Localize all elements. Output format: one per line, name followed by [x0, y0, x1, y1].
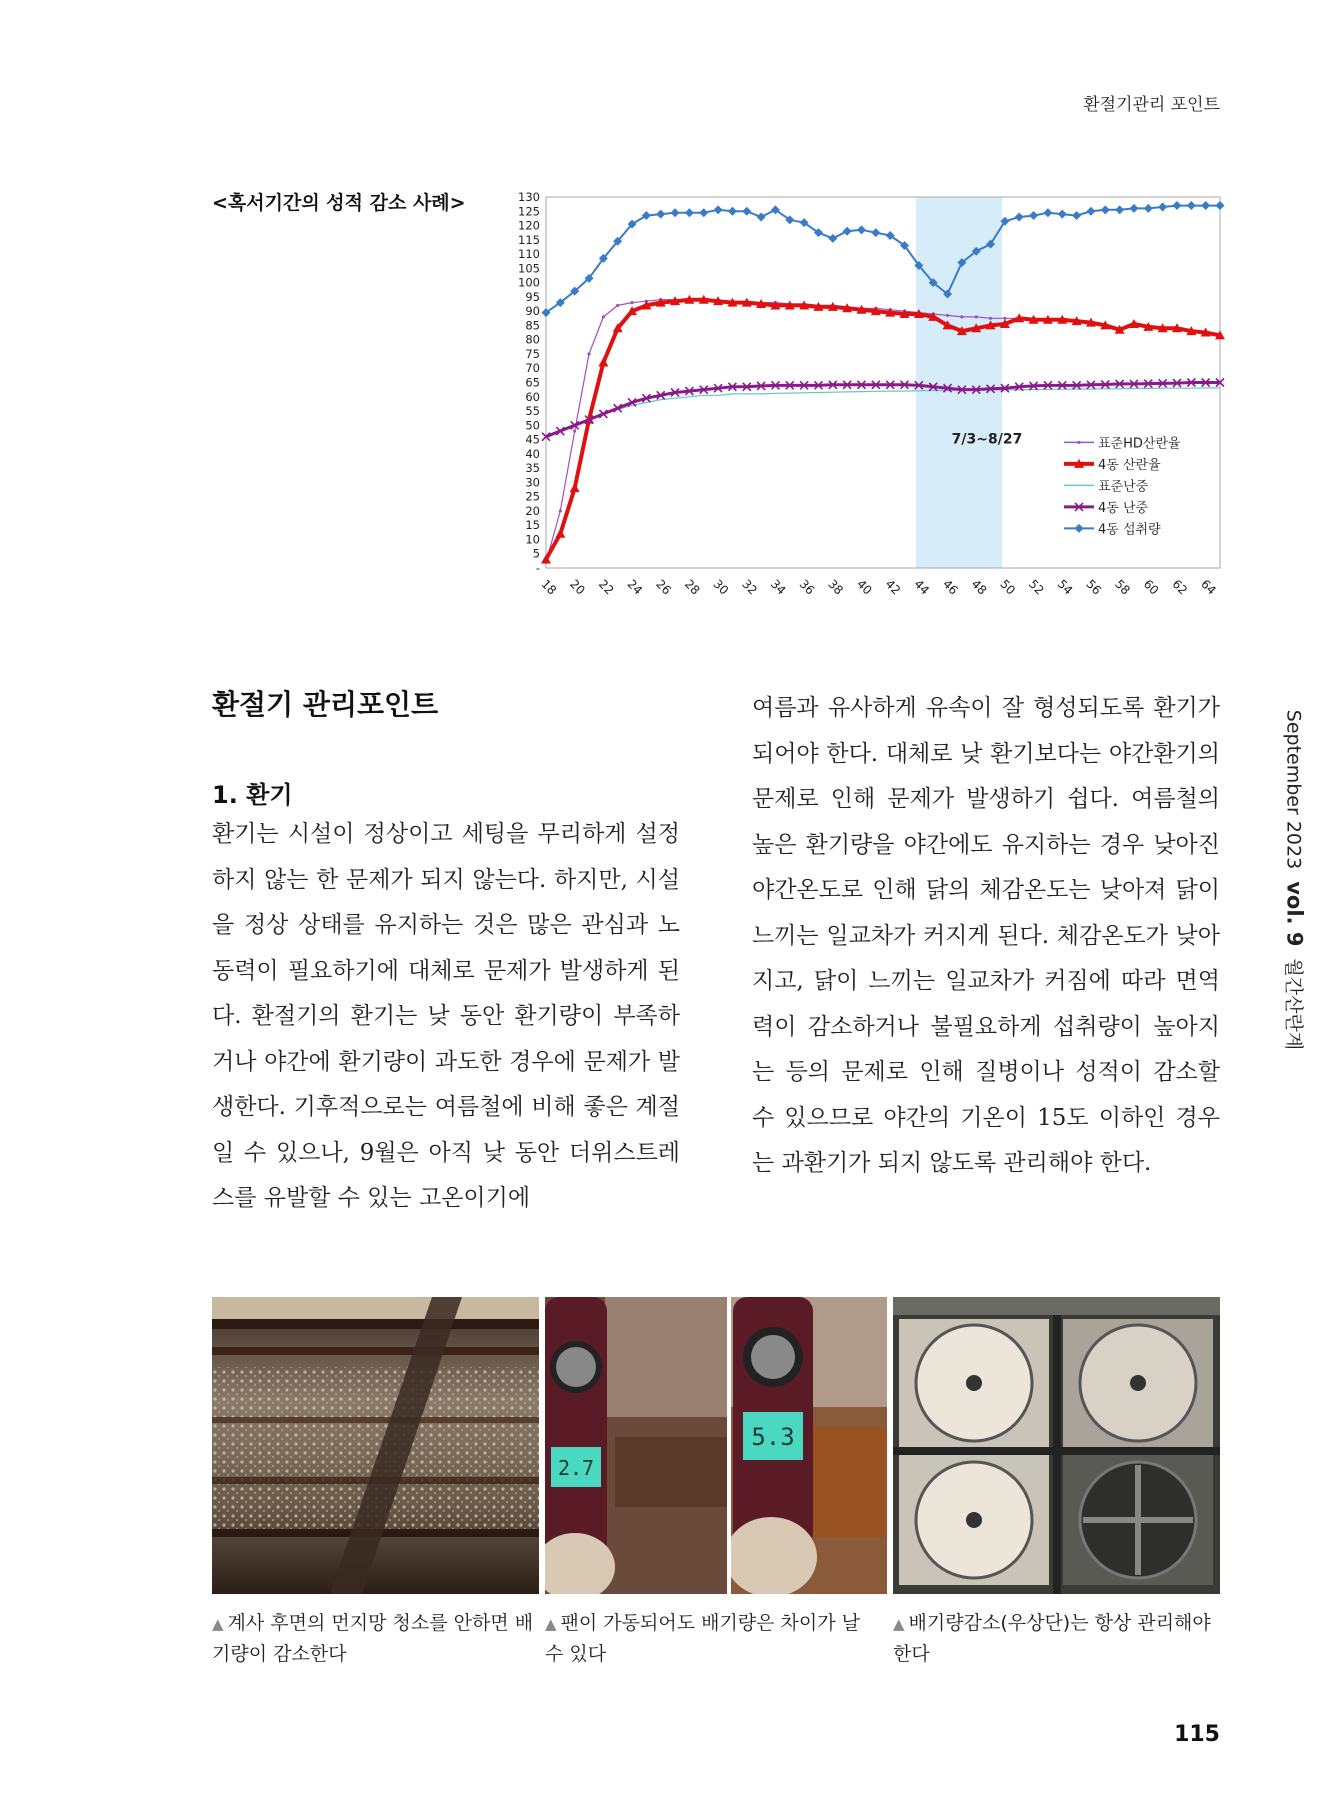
legend-label: 표준난중 [1098, 479, 1149, 495]
subsection-title: 1. 환기 [212, 781, 293, 809]
x-tick-label: 32 [739, 576, 760, 598]
x-tick-label: 48 [968, 576, 990, 598]
x-tick-label: 36 [796, 576, 818, 598]
y-tick-label: 80 [525, 332, 540, 347]
y-tick-label: 30 [525, 475, 540, 490]
x-tick-label: 24 [624, 576, 646, 598]
data-point [570, 483, 580, 492]
caption-dust-screen [212, 1608, 542, 1669]
y-tick-label: 55 [525, 404, 540, 419]
side-magazine-name: 월간산란계 [1282, 958, 1305, 1051]
x-tick-label: 22 [595, 576, 617, 598]
data-point [555, 529, 565, 538]
y-tick-label: 110 [518, 247, 540, 262]
data-point [728, 207, 737, 216]
legend-label: 표준HD산란율 [1098, 436, 1181, 452]
data-point [1075, 524, 1084, 533]
y-tick-label: 20 [525, 503, 540, 518]
x-tick-label: 40 [853, 576, 875, 598]
y-tick-label: 120 [518, 218, 540, 233]
x-tick-label: 46 [940, 576, 961, 598]
y-tick-label: 25 [525, 489, 540, 504]
x-tick-label: 34 [767, 576, 789, 598]
x-tick-label: 18 [538, 576, 560, 598]
y-tick-label: 85 [525, 318, 540, 333]
data-point [714, 205, 723, 214]
x-tick-label: 44 [911, 576, 933, 598]
anemometer-reading-2: 5.3 [751, 1423, 795, 1451]
dust-screen-photo [212, 1297, 539, 1594]
triangle-marker-icon: ▲ [893, 1615, 905, 1633]
data-point [559, 509, 562, 512]
data-point [742, 207, 751, 216]
data-point [685, 208, 694, 217]
data-point [989, 317, 992, 320]
caption-exhaust-decrease [893, 1608, 1223, 1669]
data-point [1058, 210, 1067, 219]
data-point [1072, 211, 1081, 220]
caption-fan-operation [545, 1608, 875, 1669]
y-tick-label: 10 [525, 532, 540, 547]
data-point [828, 234, 837, 243]
side-folio [1278, 709, 1312, 1051]
data-point [1144, 204, 1153, 213]
body-text-left: 환기는 시설이 정상이고 세팅을 무리하게 설정하지 않는 한 문제가 되지 않는다. 하지만, 시설을 정상 상태를 유지하는 것은 많은 관심과 노동력이 필요하기에 대체로 문제가 발생하게 된다. 환절기의 환기는 낮 동안 환기량이 부족하거나 야간에 환기량이 과도한 경우에 문제가 발생한다. 기후적으로는 여름철에 비해 좋은 계절일 수 있으나, 9월은 아직 낮 동안 더위스트레스를 유발할 수 있는 고온이기에 [212, 821, 680, 1211]
legend-label: 4동 산란율 [1098, 457, 1161, 473]
data-point [656, 210, 665, 219]
data-point [1158, 202, 1167, 211]
legend-label: 4동 섭취량 [1098, 522, 1161, 538]
running-header: 환절기관리 포인트 [1083, 95, 1220, 115]
y-tick-label: 130 [518, 190, 540, 204]
laying-performance-chart [490, 185, 1230, 605]
highlight-band [916, 197, 1002, 568]
x-tick-label: 58 [1112, 576, 1133, 598]
section-title: 환절기 관리포인트 [212, 688, 439, 721]
data-point [573, 429, 576, 432]
y-tick-label: 90 [525, 304, 540, 319]
data-point [857, 225, 866, 234]
body-text-right: 여름과 유사하게 유속이 잘 형성되도록 환기가 되어야 한다. 대체로 낮 환기보다는 야간환기의 문제로 인해 문제가 발생하기 쉽다. 여름철의 높은 환기량을 야간에도 유지하는 경우 낮아진 야간온도로 인해 닭의 체감온도는 낮아져 닭이 느끼는 일교차가 커지게 된다. 체감온도가 낮아지고, 닭이 느끼는 일교차가 커짐에 따라 면역력이 감소하거나 불필요하게 섭취량이 높아지는 등의 문제로 인해 질병이나 성적이 감소할 수 있으므로 야간의 기온이 15도 이하인 경우는 과환기가 되지 않도록 관리해야 한다. [752, 695, 1220, 1176]
data-point [1015, 212, 1024, 221]
y-tick-label: 115 [518, 232, 540, 247]
exhaust-fans-photo [893, 1297, 1220, 1594]
y-tick-label: 95 [525, 289, 540, 304]
data-point [602, 315, 605, 318]
data-point [1077, 441, 1080, 444]
data-point [1129, 204, 1138, 213]
y-tick-label: 70 [525, 361, 540, 376]
x-tick-label: 26 [653, 576, 674, 598]
series-line [546, 206, 1220, 313]
data-point [630, 301, 633, 304]
x-tick-label: 64 [1198, 576, 1219, 598]
caption-text: 배기량감소(우상단)는 항상 관리해야 한다 [893, 1612, 1211, 1665]
data-point [843, 227, 852, 236]
y-tick-label: 100 [518, 275, 540, 290]
caption-text: 팬이 가동되어도 배기량은 차이가 날 수 있다 [545, 1612, 861, 1665]
data-point [1172, 201, 1181, 210]
data-point [1201, 201, 1210, 210]
y-tick-label: 35 [525, 461, 540, 476]
data-point [1101, 205, 1110, 214]
triangle-marker-icon: ▲ [545, 1615, 557, 1633]
anemometer-photo-2 [731, 1297, 887, 1594]
x-tick-label: 20 [567, 576, 588, 598]
data-point [1187, 201, 1196, 210]
x-tick-label: 62 [1169, 576, 1191, 598]
legend-label: 4동 난중 [1098, 500, 1149, 516]
y-tick-label: 40 [525, 446, 540, 461]
x-tick-label: 52 [1026, 576, 1047, 598]
y-tick-label: 75 [525, 346, 540, 361]
data-point [960, 315, 963, 318]
data-point [671, 208, 680, 217]
y-tick-label: 125 [518, 204, 540, 219]
series-line [546, 300, 1220, 560]
x-tick-label: 50 [997, 576, 1019, 598]
y-tick-label: - [535, 561, 540, 575]
caption-text: 계사 후면의 먼지망 청소를 안하면 배기량이 감소한다 [212, 1612, 534, 1665]
data-point [616, 304, 619, 307]
data-point [699, 208, 708, 217]
series-line [546, 388, 1220, 435]
y-tick-label: 65 [525, 375, 540, 390]
side-month-year: September 2023 [1282, 709, 1305, 870]
y-tick-label: 45 [525, 432, 540, 447]
x-tick-label: 30 [710, 576, 732, 598]
data-point [946, 314, 949, 317]
highlight-label: 7/3~8/27 [951, 431, 1023, 448]
y-tick-label: 50 [525, 418, 540, 433]
anemometer-reading-1: 2.7 [557, 1456, 595, 1480]
page-number: 115 [1174, 1722, 1220, 1747]
x-tick-label: 42 [882, 576, 904, 598]
figure-title: <혹서기간의 성적 감소 사례> [212, 192, 466, 214]
y-tick-label: 15 [525, 518, 540, 533]
y-tick-label: 60 [525, 389, 540, 404]
data-point [871, 228, 880, 237]
x-tick-label: 38 [825, 576, 846, 598]
anemometer-photo-1 [545, 1297, 727, 1594]
data-point [1086, 207, 1095, 216]
triangle-marker-icon: ▲ [212, 1615, 224, 1633]
data-point [642, 211, 651, 220]
data-point [1216, 201, 1225, 210]
data-point [1115, 205, 1124, 214]
y-tick-label: 5 [532, 546, 540, 561]
data-point [975, 315, 978, 318]
side-volume: vol. 9 [1282, 881, 1307, 947]
data-point [757, 212, 766, 221]
x-tick-label: 28 [681, 576, 703, 598]
x-tick-label: 60 [1140, 576, 1162, 598]
data-point [1043, 208, 1052, 217]
data-point [587, 352, 590, 355]
x-tick-label: 54 [1054, 576, 1076, 598]
data-point [1029, 211, 1038, 220]
x-tick-label: 56 [1083, 576, 1105, 598]
y-tick-label: 105 [518, 261, 540, 276]
